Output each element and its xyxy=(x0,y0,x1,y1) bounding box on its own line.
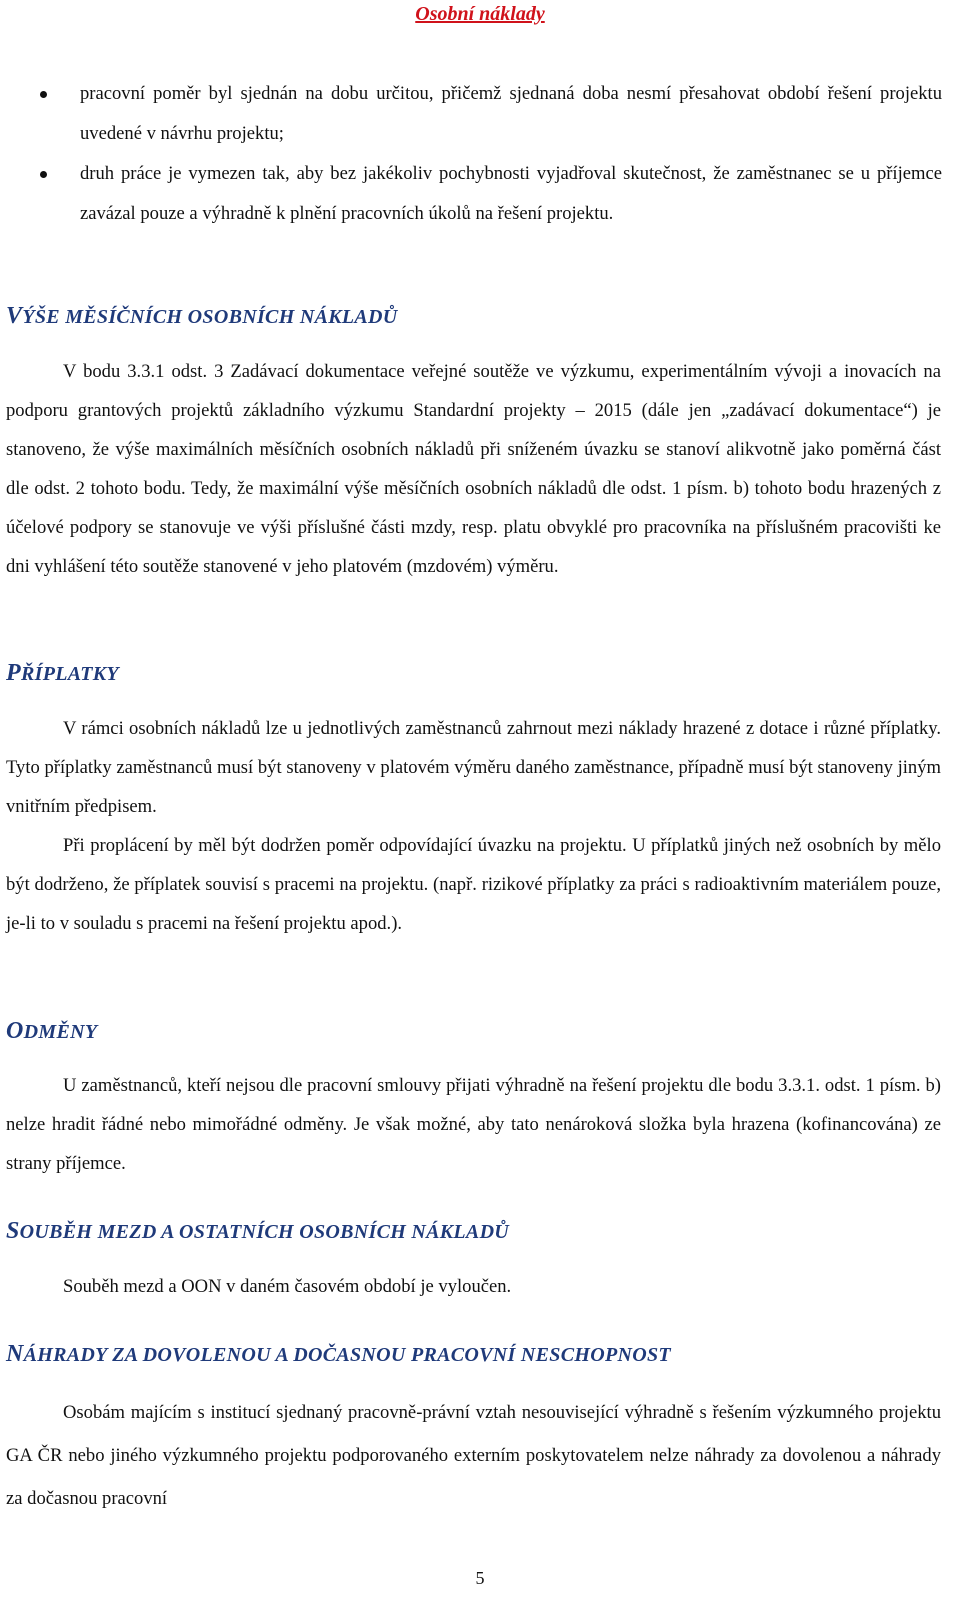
list-item-text: druh práce je vymezen tak, aby bez jakékoliv pochybnosti vyjadřoval skutečnost, že zaměstnanec se u příjemce zavázal pouze a výhradně k plnění pracovních úkolů na řešení projektu. xyxy=(80,163,942,224)
paragraph-priplatky-1: V rámci osobních nákladů lze u jednotlivých zaměstnanců zahrnout mezi náklady hrazené z dotace i různé příplatky. Tyto příplatky zaměstnanců musí být stanoveny v platovém výměru daného zaměstnance, případně musí být stanoveny jiným vnitřním předpisem. xyxy=(6,718,941,817)
section-heading-vyse: VÝŠE MĚSÍČNÍCH OSOBNÍCH NÁKLADŮ xyxy=(6,303,398,329)
list-item xyxy=(0,154,960,234)
section-heading-odmeny: ODMĚNY xyxy=(6,1018,98,1044)
section-heading-priplatky: PŘÍPLATKY xyxy=(6,660,119,686)
paragraph-priplatky-2: Při proplácení by měl být dodržen poměr odpovídající úvazku na projektu. U příplatků jiných než osobních by mělo být dodrženo, že příplatek souvisí s pracemi na projektu. (např. rizikové příplatky za práci s radioaktivním materiálem pouze, je-li to v souladu s pracemi na řešení projektu apod.). xyxy=(6,835,941,934)
running-title: Osobní náklady xyxy=(415,3,545,25)
page-number: 5 xyxy=(475,1568,485,1588)
conditions-list xyxy=(0,74,960,234)
paragraph-odmeny: U zaměstnanců, kteří nejsou dle pracovní smlouvy přijati výhradně na řešení projektu dle bodu 3.3.1. odst. 1 písm. b) nelze hradit řádné nebo mimořádné odměny. Je však možné, aby tato nenároková složka byla hrazena (kofinancována) ze strany příjemce. xyxy=(6,1075,941,1174)
bullet-icon xyxy=(40,91,47,98)
bullet-icon xyxy=(40,171,47,178)
paragraph-vyse: V bodu 3.3.1 odst. 3 Zadávací dokumentace veřejné soutěže ve výzkumu, experimentálním vývoji a inovacích na podporu grantových projektů základního výzkumu Standardní projekty – 2015 (dále jen „zadávací dokumentace“) je stanoveno, že výše maximálních měsíčních osobních nákladů při sníženém úvazku se stanoví alikvotně jako poměrná část dle odst. 2 tohoto bodu. Tedy, že maximální výše měsíčních osobních nákladů dle odst. 1 písm. b) tohoto bodu hrazených z účelové podpory se stanovuje ve výši příslušné části mzdy, resp. platu obvyklé pro pracovníka na příslušném pracovišti ke dni vyhlášení této soutěže stanovené v jeho platovém (mzdovém) výměru. xyxy=(6,361,941,577)
section-heading-soubeh: SOUBĚH MEZD A OSTATNÍCH OSOBNÍCH NÁKLADŮ xyxy=(6,1218,510,1244)
paragraph-soubeh: Souběh mezd a OON v daném časovém období je vyloučen. xyxy=(63,1276,512,1297)
list-item-text: pracovní poměr byl sjednán na dobu určitou, přičemž sjednaná doba nesmí přesahovat období řešení projektu uvedené v návrhu projektu; xyxy=(80,83,942,144)
paragraph-nahrady: Osobám majícím s institucí sjednaný pracovně-právní vztah nesouvisející výhradně s řešením výzkumného projektu GA ČR nebo jiného výzkumného projektu podporovaného externím poskytovatelem nelze náhrady za dovolenou a náhrady za dočasnou pracovní xyxy=(6,1402,941,1509)
list-item xyxy=(0,74,960,154)
section-heading-nahrady: NÁHRADY ZA DOVOLENOU A DOČASNOU PRACOVNÍ NESCHOPNOST xyxy=(6,1341,671,1367)
